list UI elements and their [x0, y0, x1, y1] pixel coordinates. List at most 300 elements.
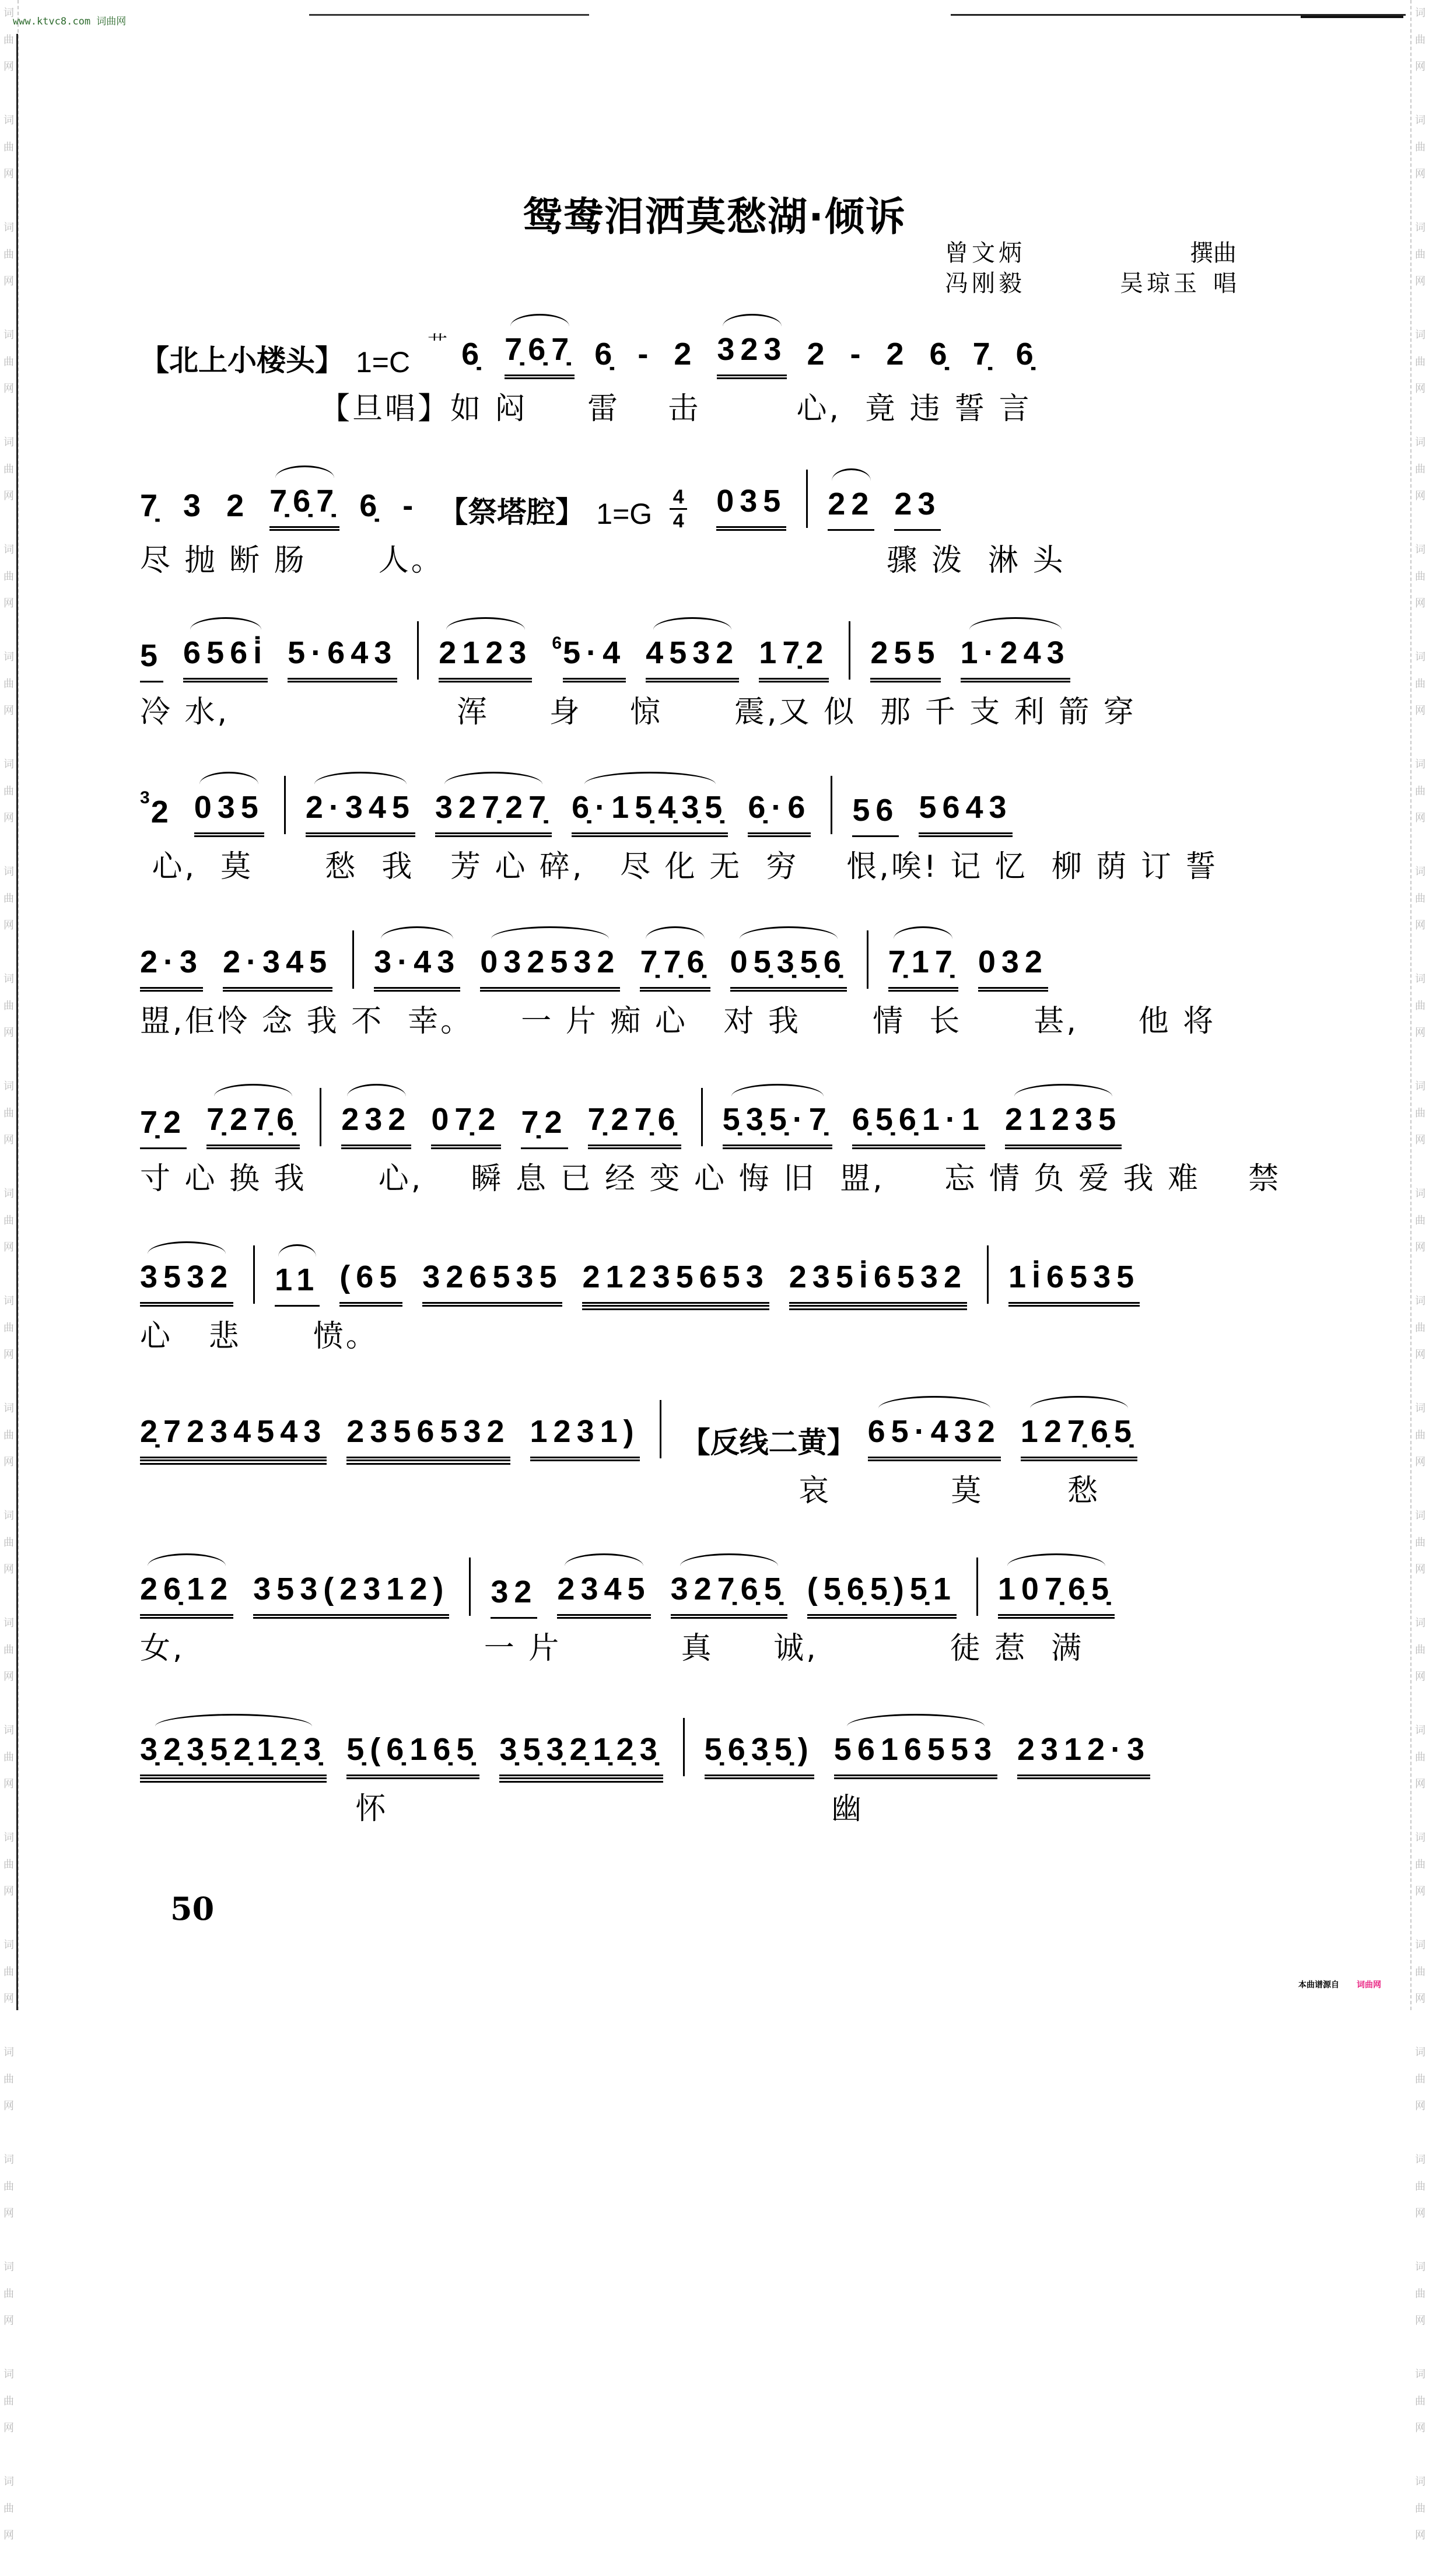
note-group: 127̣6̣5̣	[1021, 1413, 1137, 1461]
watermark-char: 曲	[1415, 2180, 1426, 2193]
watermark-char: 曲	[3, 1966, 14, 1978]
slur-mark	[894, 926, 952, 951]
note-group: 353(2312)	[253, 1571, 449, 1619]
watermark-char: 曲	[3, 463, 14, 475]
watermark-char: 网	[3, 1778, 14, 1790]
watermark-char: 词	[1415, 2154, 1426, 2166]
watermark-char: 词	[1415, 1939, 1426, 1951]
note-group: 2̣7234543	[140, 1413, 327, 1461]
score-system	[140, 773, 1237, 888]
barline	[806, 470, 808, 528]
slur-mark	[491, 926, 609, 951]
watermark-char: 词	[1415, 1402, 1426, 1415]
score-system	[140, 618, 1237, 734]
watermark-char: 词	[3, 7, 14, 19]
watermark-char: 词	[3, 222, 14, 234]
note-group: 3532	[140, 1259, 233, 1307]
watermark-char: 网	[3, 383, 14, 395]
score-system	[140, 1242, 1237, 1358]
watermark-char: 网	[1415, 2529, 1426, 2542]
watermark-char: 词	[3, 1724, 14, 1737]
note-group: 035	[194, 789, 264, 837]
watermark-char: 网	[1415, 2315, 1426, 2327]
watermark-char: 词	[3, 2476, 14, 2488]
note-group: 65·432	[868, 1413, 1001, 1461]
page-number: 50	[170, 1890, 215, 1927]
note-group: 2	[226, 488, 250, 523]
watermark-char: 词	[1415, 2046, 1426, 2059]
barline	[417, 621, 419, 680]
slur-mark	[446, 617, 525, 642]
watermark-char: 曲	[3, 785, 14, 797]
note-group: -	[402, 488, 419, 523]
note-group: 7̣	[140, 488, 164, 523]
watermark-char: 词	[1415, 1080, 1426, 1093]
note-group: 656i̇	[183, 635, 268, 682]
watermark-char: 网	[3, 1671, 14, 1683]
watermark-char: 曲	[3, 2180, 14, 2193]
slur-mark	[155, 1714, 312, 1739]
notation-line	[140, 1085, 1237, 1149]
watermark-char: 词	[3, 866, 14, 878]
watermark-char: 词	[3, 1510, 14, 1522]
slur-mark	[381, 926, 453, 951]
watermark-char: 词	[1415, 1510, 1426, 1522]
watermark-char: 网	[1415, 61, 1426, 73]
watermark-char: 网	[1415, 2100, 1426, 2112]
score-system	[140, 1397, 1237, 1513]
slur-mark	[444, 772, 542, 797]
watermark-char: 网	[3, 919, 14, 932]
watermark-char: 网	[1415, 1563, 1426, 1576]
note-group: 2	[674, 337, 698, 372]
watermark-char: 词	[1415, 7, 1426, 19]
slur-mark	[878, 1396, 990, 1421]
slur-mark	[278, 1244, 316, 1269]
top-rule-heavy	[1301, 16, 1403, 18]
score-system	[140, 1555, 1237, 1670]
barline	[284, 776, 286, 834]
watermark-char: 网	[3, 61, 14, 73]
watermark-char: 网	[3, 812, 14, 824]
barline	[987, 1245, 989, 1304]
note-group: 6̣	[929, 337, 953, 372]
note-group: 6̣	[461, 337, 485, 372]
watermark-char: 词	[1415, 866, 1426, 878]
note-group: 6̣	[1015, 337, 1039, 372]
slur-mark	[969, 617, 1062, 642]
note-group: 6̣·15̣4̣3̣5̣	[572, 789, 728, 837]
watermark-char: 词	[3, 973, 14, 985]
credit-composer	[945, 238, 1237, 268]
key-signature: 1=C	[356, 346, 411, 379]
slur-mark	[148, 1241, 226, 1266]
top-rule	[309, 14, 589, 16]
note-group: 07̣2	[431, 1101, 501, 1149]
watermark-char: 网	[3, 2422, 14, 2434]
notation-line	[140, 1397, 1237, 1461]
right-watermark-strip	[1410, 0, 1429, 2542]
watermark-char: 网	[1415, 1134, 1426, 1146]
watermark-char: 曲	[3, 1644, 14, 1656]
note-group: 5·643	[288, 635, 397, 682]
watermark-char: 词	[1415, 758, 1426, 771]
watermark-char: 曲	[1415, 1859, 1426, 1871]
page-edge-rule	[16, 34, 18, 2010]
slur-mark	[148, 1553, 226, 1578]
watermark-char: 曲	[1415, 1644, 1426, 1656]
note-group: 22	[828, 486, 874, 531]
watermark-char: 词	[1415, 1724, 1426, 1737]
watermark-char: 网	[3, 2100, 14, 2112]
watermark-char: 网	[1415, 383, 1426, 395]
note-group: 326535	[422, 1259, 562, 1307]
source-credit	[1298, 1979, 1381, 1990]
source-brand-link[interactable]: 词曲网	[1357, 1980, 1381, 1990]
watermark-char: 词	[3, 436, 14, 449]
note-group: 5643	[919, 789, 1012, 837]
key-signature: 1=G	[596, 498, 653, 530]
section-label: 【反线二黄】	[681, 1426, 856, 1460]
slur-mark	[565, 1553, 643, 1578]
watermark-char: 曲	[1415, 34, 1426, 46]
watermark-char: 网	[3, 1456, 14, 1468]
watermark-char: 曲	[3, 2288, 14, 2300]
slur-mark	[214, 1084, 293, 1109]
watermark-char: 曲	[3, 356, 14, 368]
barline	[253, 1245, 255, 1304]
watermark-char: 词	[1415, 114, 1426, 127]
watermark-char: 曲	[1415, 2073, 1426, 2085]
watermark-char: 词	[3, 1617, 14, 1629]
slur-mark	[832, 468, 871, 494]
watermark-char: 词	[3, 2368, 14, 2381]
note-group: -	[638, 337, 654, 372]
watermark-char: 网	[3, 1993, 14, 2005]
watermark-char: 曲	[1415, 785, 1426, 797]
watermark-char: 曲	[3, 2073, 14, 2085]
note-group: 2·3	[140, 944, 203, 992]
note-group: 6̣5̣6̣1·1	[852, 1101, 985, 1149]
watermark-char: 词	[1415, 1188, 1426, 1200]
barline	[683, 1718, 685, 1776]
notation-line	[140, 1715, 1237, 1779]
watermark-char: 网	[3, 1134, 14, 1146]
section-label: 【北上小楼头】	[140, 344, 344, 377]
watermark-char: 词	[1415, 222, 1426, 234]
slur-mark	[740, 926, 838, 951]
lyrics-line: 【旦唱】如 闷 雷 击 心, 竟 违 誓 言	[140, 391, 1032, 426]
note-group: 6̣	[359, 488, 383, 523]
note-group: 17̣2	[759, 635, 829, 682]
watermark-char: 网	[3, 597, 14, 610]
watermark-char: 曲	[3, 249, 14, 261]
note-group: 5616553	[834, 1731, 997, 1779]
watermark-char: 曲	[3, 570, 14, 583]
note-group: 032	[978, 944, 1048, 992]
free-meter-mark: 艹	[428, 332, 448, 355]
watermark-char: 网	[1415, 1241, 1426, 1254]
note-group: 5̣(6̣16̣5̣	[346, 1731, 479, 1779]
watermark-char: 网	[3, 1241, 14, 1254]
note-group: 2123	[439, 635, 532, 682]
watermark-char: 网	[1415, 919, 1426, 932]
slur-mark	[653, 617, 732, 642]
note-group: 232	[341, 1101, 411, 1149]
watermark-char: 网	[1415, 2207, 1426, 2220]
note-group: 5̣6̣3̣5̣)	[705, 1731, 814, 1779]
note-group: 3̣5̣3̣2̣1̣2̣3̣	[499, 1731, 663, 1779]
watermark-char: 曲	[1415, 1966, 1426, 1978]
site-watermark[interactable]: www.ktvc8.com 词曲网	[13, 16, 127, 27]
barline	[849, 621, 850, 680]
watermark-char: 网	[1415, 1993, 1426, 2005]
note-group: 1·243	[961, 635, 1070, 682]
notation-line	[140, 928, 1237, 992]
lyrics-line: 心, 莫 愁 我 芳 心 碎, 尽 化 无 穷 恨,唉! 记 忆 柳 荫 订 誓	[140, 849, 1218, 884]
watermark-char: 词	[1415, 329, 1426, 341]
slur-mark	[680, 1553, 778, 1578]
watermark-char: 词	[3, 2154, 14, 2166]
watermark-char: 曲	[1415, 356, 1426, 368]
watermark-char: 词	[3, 329, 14, 341]
watermark-char: 网	[3, 1563, 14, 1576]
slur-mark	[314, 772, 407, 797]
score-system	[140, 467, 1237, 582]
lyrics-line: 怀 幽	[140, 1791, 864, 1826]
watermark-char: 曲	[3, 678, 14, 690]
note-group: 035	[716, 483, 786, 531]
note-group: 107̣6̣5̣	[998, 1571, 1115, 1619]
note-group: 7̣2	[521, 1104, 568, 1149]
watermark-char: 曲	[1415, 1107, 1426, 1119]
note-group: 4532	[646, 635, 739, 682]
note-group: 2·345	[306, 789, 415, 837]
barline	[831, 776, 832, 834]
barline	[976, 1558, 978, 1616]
watermark-char: 网	[1415, 2422, 1426, 2434]
watermark-char: 网	[3, 2207, 14, 2220]
watermark-char: 词	[3, 758, 14, 771]
watermark-char: 曲	[3, 2395, 14, 2407]
slur-mark	[275, 466, 334, 491]
watermark-char: 曲	[1415, 678, 1426, 690]
watermark-char: 词	[3, 544, 14, 556]
note-group: 255	[870, 635, 940, 682]
watermark-char: 曲	[3, 1214, 14, 1227]
note-group: 7̣7̣6̣	[640, 944, 710, 992]
note-group: 11	[275, 1262, 320, 1307]
composer-name: 曾文炳	[945, 240, 1025, 267]
watermark-char: 曲	[1415, 1429, 1426, 1441]
singer-name-2: 吴琼玉	[1120, 270, 1200, 297]
watermark-char: 曲	[3, 1751, 14, 1763]
watermark-char: 曲	[3, 2502, 14, 2515]
notation-line	[140, 1242, 1237, 1307]
watermark-char: 词	[1415, 436, 1426, 449]
watermark-char: 词	[1415, 1295, 1426, 1307]
watermark-char: 词	[1415, 651, 1426, 663]
slur-mark	[1007, 1553, 1105, 1578]
slur-mark	[646, 926, 705, 951]
note-group: 7̣17̣	[888, 944, 958, 992]
watermark-char: 词	[1415, 1832, 1426, 1844]
watermark-char: 曲	[1415, 1751, 1426, 1763]
composer-role: 撰曲	[1190, 240, 1237, 267]
note-group: 2·345	[223, 944, 332, 992]
note-group: 05̣3̣5̣6̣	[730, 944, 847, 992]
note-group: 23	[894, 486, 941, 531]
note-group: 3	[183, 488, 207, 523]
note-group: 235i̇6532	[789, 1259, 967, 1307]
watermark-char: 词	[3, 114, 14, 127]
lyrics-line: 冷 水, 浑 身 惊 震,又 似 那 千 支 利 箭 穿	[140, 695, 1136, 730]
grace-note: 3	[140, 788, 150, 807]
song-title: 鸳鸯泪洒莫愁湖·倾诉	[523, 194, 906, 240]
note-group: 7̣27̣6̣	[206, 1101, 300, 1149]
watermark-char: 词	[3, 1080, 14, 1093]
watermark-char: 词	[3, 1832, 14, 1844]
watermark-char: 曲	[3, 892, 14, 905]
note-group: 21235653	[582, 1259, 769, 1307]
watermark-char: 词	[1415, 2368, 1426, 2381]
score-system	[140, 1085, 1281, 1200]
barline	[320, 1088, 321, 1146]
barline	[701, 1088, 703, 1146]
score-system	[140, 1715, 1237, 1831]
watermark-char: 词	[3, 2261, 14, 2273]
note-group: 5̣3̣5̣·7̣	[723, 1101, 832, 1149]
slur-mark	[584, 772, 716, 797]
watermark-char: 网	[3, 168, 14, 180]
barline	[660, 1400, 661, 1458]
note-group: 6̣·6	[748, 789, 811, 837]
lyrics-line: 女, 一 片 真 诚, 徒 惹 满	[140, 1631, 1084, 1666]
watermark-char: 网	[3, 275, 14, 288]
lyrics-line: 盟,佢怜 念 我 不 幸。 一 片 痴 心 对 我 情 长 甚, 他 将	[140, 1004, 1216, 1039]
credit-singers	[945, 268, 1237, 299]
watermark-char: 曲	[1415, 2395, 1426, 2407]
singer-name-1: 冯刚毅	[945, 270, 1025, 297]
watermark-char: 曲	[3, 141, 14, 153]
note-group: 7̣6̣7̣	[269, 483, 339, 531]
watermark-char: 曲	[1415, 2502, 1426, 2515]
watermark-char: 网	[1415, 705, 1426, 717]
watermark-char: 网	[1415, 168, 1426, 180]
watermark-char: 曲	[3, 1429, 14, 1441]
barline	[867, 930, 868, 989]
notation-line	[140, 315, 1237, 379]
note-group: (5̣6̣5̣)5̣1	[807, 1571, 957, 1619]
watermark-char: 词	[1415, 973, 1426, 985]
watermark-char: 词	[1415, 2476, 1426, 2488]
slur-mark	[199, 772, 258, 797]
note-group: 327̣6̣5̣	[671, 1571, 787, 1619]
note-group: 2	[150, 794, 174, 830]
note-group: 5	[140, 638, 163, 682]
watermark-char: 网	[1415, 1885, 1426, 1898]
watermark-char: 词	[1415, 2261, 1426, 2273]
watermark-char: 曲	[3, 34, 14, 46]
watermark-char: 网	[3, 1349, 14, 1361]
note-group: 32	[491, 1574, 537, 1619]
watermark-char: 曲	[1415, 892, 1426, 905]
watermark-char: 网	[1415, 275, 1426, 288]
watermark-char: 网	[3, 490, 14, 502]
lyrics-line: 心 悲 愤。	[140, 1319, 379, 1354]
watermark-char: 曲	[1415, 1214, 1426, 1227]
watermark-char: 网	[3, 2315, 14, 2327]
note-group: 2	[807, 337, 831, 372]
note-group: 5·4	[563, 635, 626, 682]
watermark-char: 曲	[3, 1859, 14, 1871]
watermark-char: 词	[3, 1939, 14, 1951]
watermark-char: 网	[1415, 1671, 1426, 1683]
note-group: 2356532	[346, 1413, 510, 1461]
watermark-char: 网	[1415, 490, 1426, 502]
note-group: 3·43	[374, 944, 460, 992]
watermark-char: 曲	[3, 1000, 14, 1012]
note-group: 1i̇6535	[1008, 1259, 1140, 1307]
watermark-char: 曲	[3, 1107, 14, 1119]
slur-mark	[723, 314, 782, 339]
watermark-char: 网	[3, 1027, 14, 1039]
watermark-char: 网	[3, 705, 14, 717]
watermark-char: 词	[3, 651, 14, 663]
watermark-char: 曲	[3, 1322, 14, 1334]
barline	[469, 1558, 471, 1616]
time-signature: 4 4	[670, 487, 687, 531]
watermark-char: 网	[1415, 1349, 1426, 1361]
slur-mark	[347, 1084, 406, 1109]
watermark-char: 词	[3, 2046, 14, 2059]
note-group: 3̣2̣3̣5̣2̣1̣2̣3̣	[140, 1731, 327, 1779]
slur-mark	[847, 1714, 984, 1739]
note-group: 56	[852, 792, 899, 837]
note-group: 323	[717, 331, 787, 379]
watermark-char: 词	[3, 1295, 14, 1307]
watermark-char: 网	[1415, 1778, 1426, 1790]
watermark-char: 网	[1415, 812, 1426, 824]
watermark-char: 网	[1415, 1456, 1426, 1468]
notation-line	[140, 1555, 1237, 1619]
grace-note: 6	[552, 634, 562, 653]
slur-mark	[731, 1084, 824, 1109]
slur-mark	[1030, 1396, 1128, 1421]
barline	[352, 930, 354, 989]
lyrics-line: 寸 心 换 我 心, 瞬 息 已 经 变 心 悔 旧 盟, 忘 情 负 爱 我 难 禁	[140, 1161, 1281, 1196]
note-group: 2345	[557, 1571, 650, 1619]
watermark-char: 网	[1415, 597, 1426, 610]
watermark-char: 曲	[1415, 1536, 1426, 1549]
watermark-char: 曲	[1415, 570, 1426, 583]
lyrics-line: 哀 莫 愁	[140, 1474, 1101, 1508]
watermark-char: 词	[3, 1402, 14, 1415]
watermark-char: 词	[1415, 1617, 1426, 1629]
singer-role: 唱	[1213, 270, 1237, 297]
watermark-char: 词	[3, 1188, 14, 1200]
note-group: 7̣2	[140, 1104, 187, 1149]
note-group: 2312·3	[1017, 1731, 1150, 1779]
section-label: 【祭塔腔】	[439, 495, 585, 529]
notation-line	[140, 618, 1237, 682]
slur-mark	[190, 617, 261, 642]
watermark-char: 曲	[3, 1536, 14, 1549]
note-group: 6̣	[594, 337, 618, 372]
notation-line	[140, 467, 1237, 531]
watermark-char: 网	[1415, 1027, 1426, 1039]
watermark-char: 网	[3, 1885, 14, 1898]
